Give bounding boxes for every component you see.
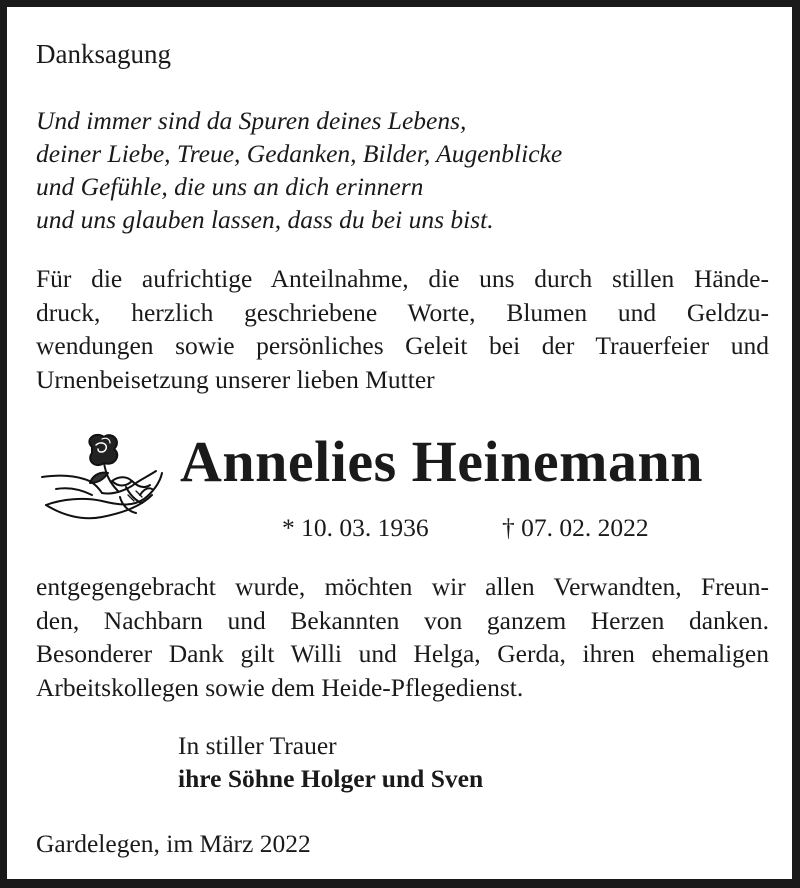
poem-line: Und immer sind da Spuren deines Lebens,: [36, 106, 467, 135]
paragraph-line: Besonderer Dank gilt Willi und Helga, Gerda, ihren ehemaligen: [36, 639, 769, 668]
poem-line: deiner Liebe, Treue, Gedanken, Bilder, Augenblicke: [36, 139, 563, 168]
poem: [36, 104, 562, 236]
place-date: Gardelegen, im März 2022: [36, 829, 311, 858]
birth-date: * 10. 03. 1936: [282, 513, 429, 542]
thanks-paragraph-1: [36, 262, 769, 396]
paragraph-line: Urnenbeisetzung unserer lieben Mutter: [36, 364, 435, 394]
poem-line: und Gefühle, die uns an dich erinnern: [36, 172, 424, 201]
paragraph-line: wendungen sowie persönliches Geleit bei der Trauerfeier und: [36, 331, 769, 360]
heading: Danksagung: [36, 39, 171, 69]
death-date: † 07. 02. 2022: [502, 513, 649, 542]
paragraph-line: druck, herzlich geschriebene Worte, Blumen und Geldzu-: [36, 297, 769, 327]
obituary-card: [7, 7, 792, 879]
paragraph-line: den, Nachbarn und Bekannten von ganzem Herzen danken.: [36, 605, 769, 635]
poem-line: und uns glauben lassen, dass du bei uns bist.: [36, 205, 494, 234]
paragraph-line: Arbeitskollegen sowie dem Heide-Pflegedienst.: [36, 672, 524, 702]
deceased-name: Annelies Heinemann: [180, 429, 703, 494]
paragraph-line: Für die aufrichtige Anteilnahme, die uns durch stillen Hände-: [36, 264, 769, 293]
signatories: ihre Söhne Holger und Sven: [178, 764, 484, 793]
mourning-line: In stiller Trauer: [178, 731, 337, 760]
thanks-paragraph-2: [36, 570, 769, 704]
rose-in-hand-icon: [32, 425, 167, 535]
paragraph-line: entgegengebracht wurde, möchten wir allen Verwandten, Freun-: [36, 572, 769, 601]
